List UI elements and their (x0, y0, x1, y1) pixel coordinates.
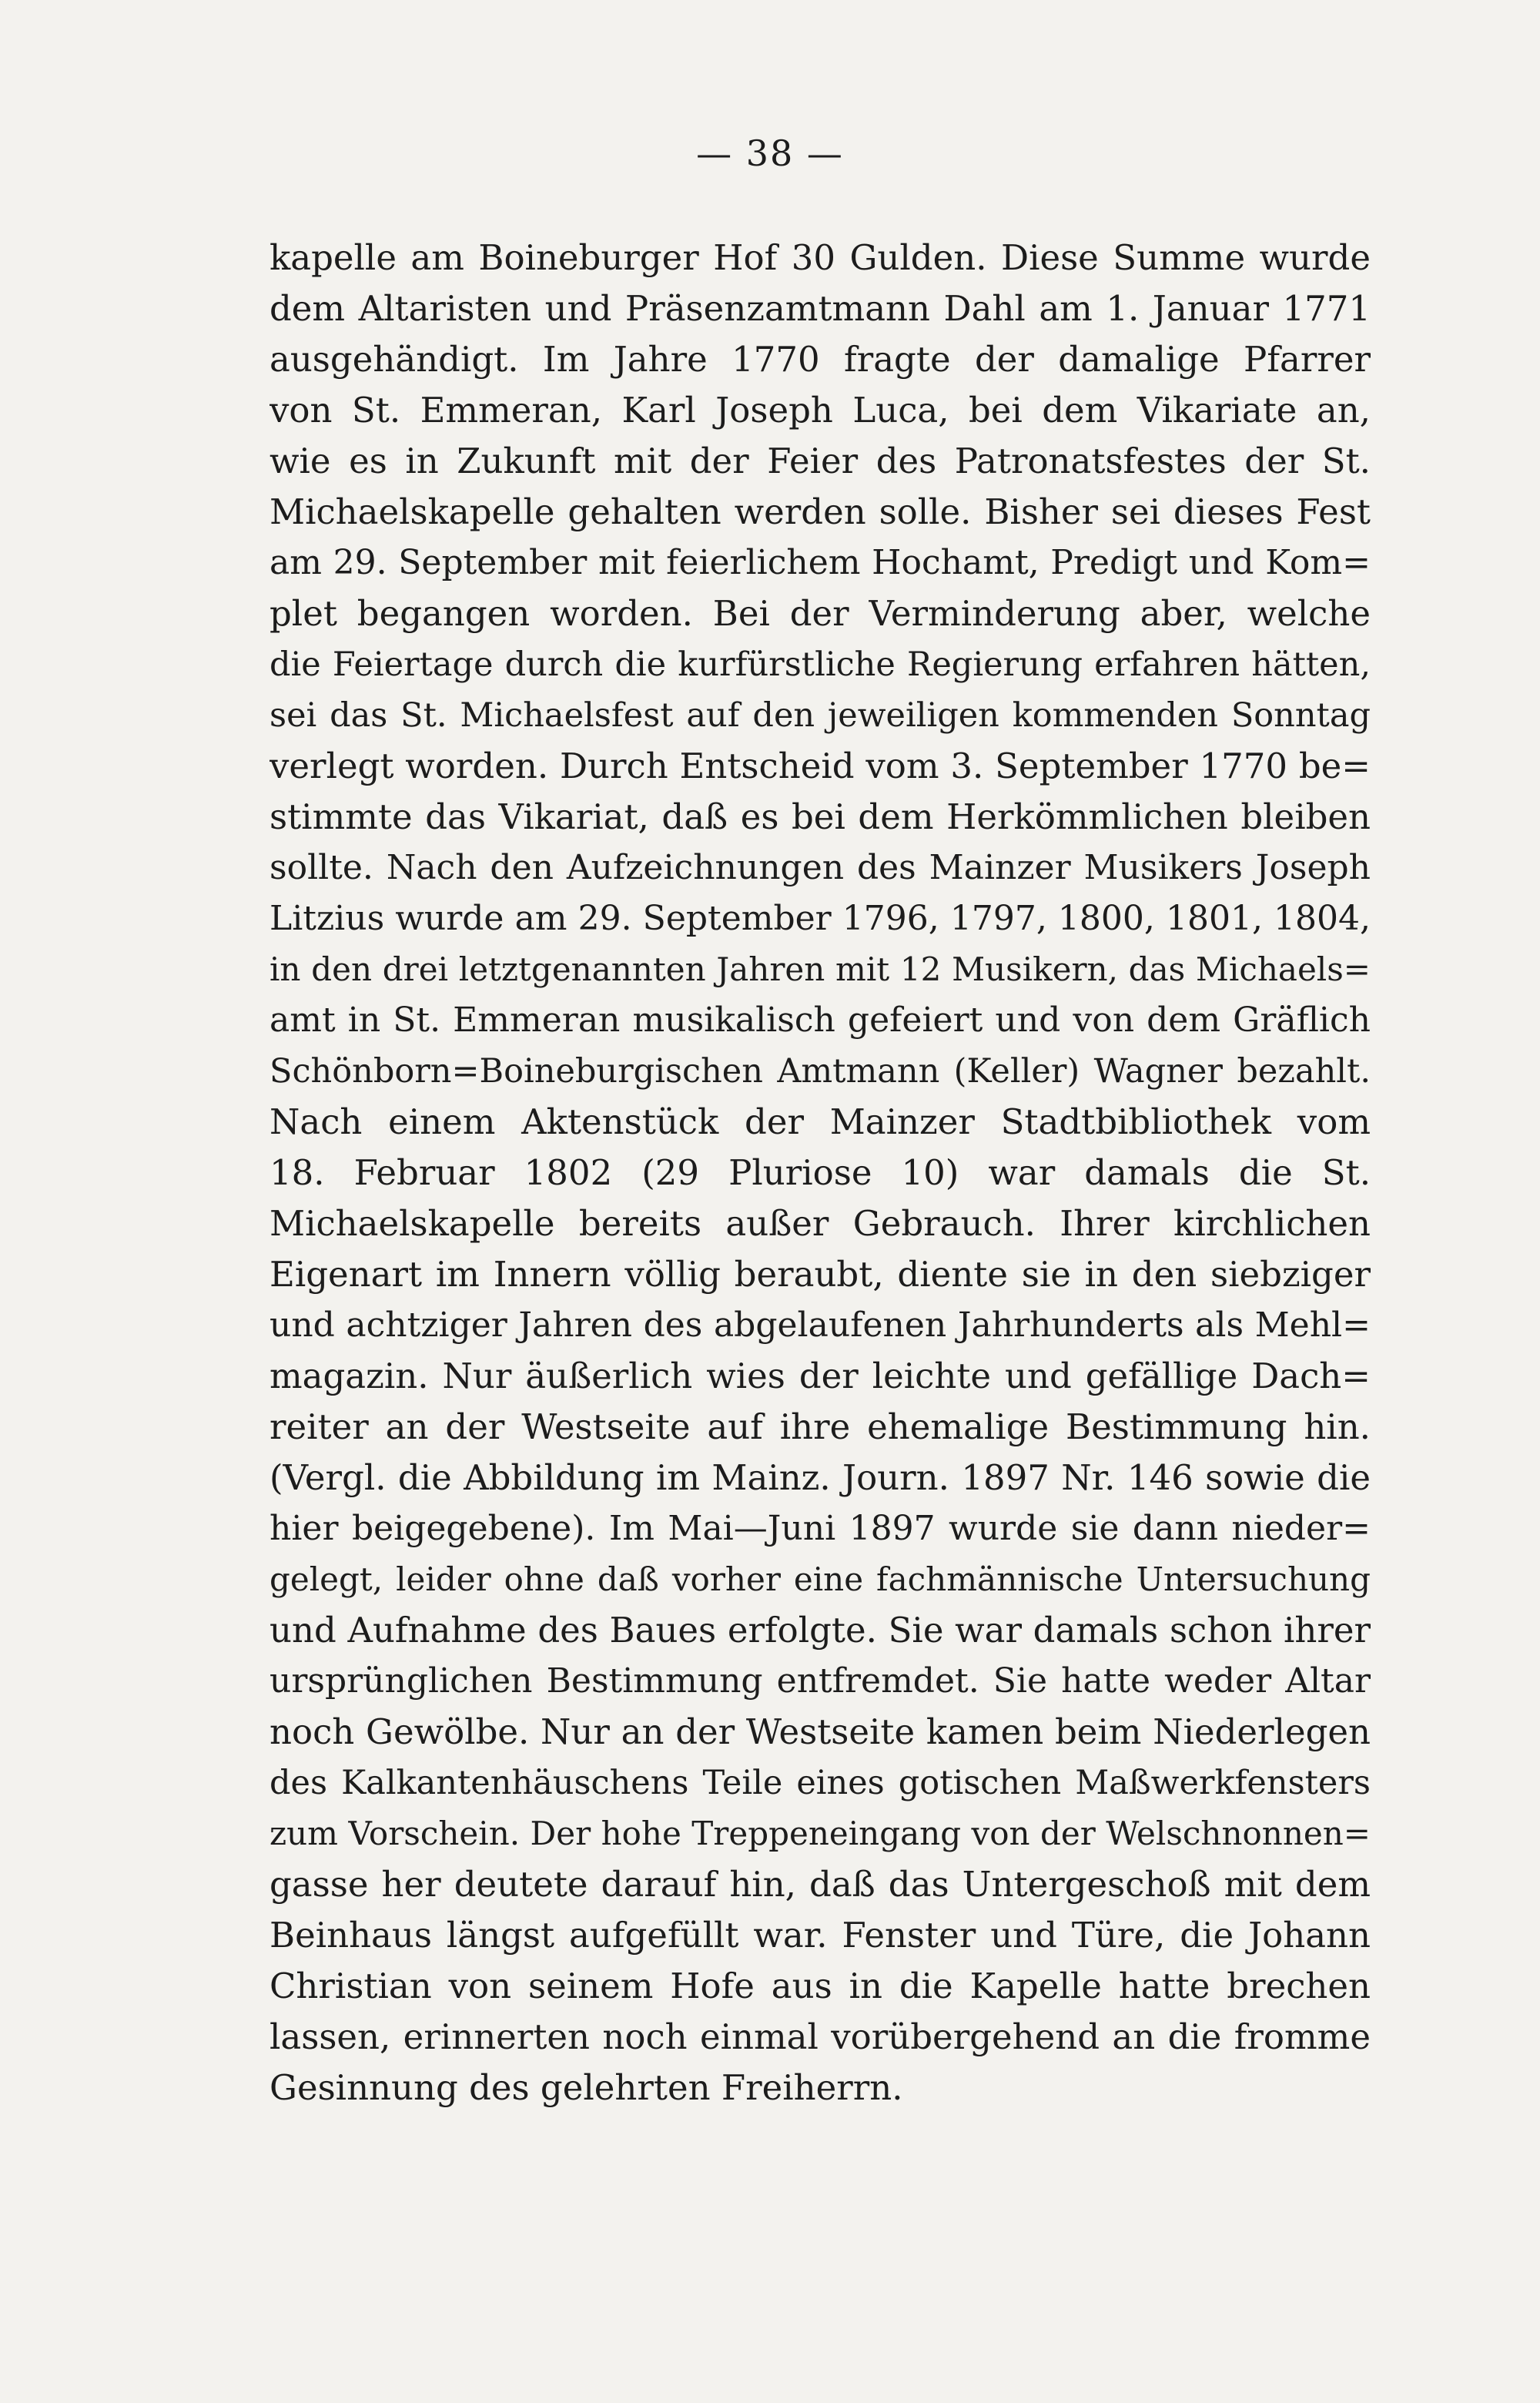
text-line: lassen, erinnerten noch einmal vorübergehend an die fromme (270, 2016, 1371, 2057)
text-line: amt in St. Emmeran musikalisch gefeiert und von dem Gräflich (270, 1000, 1371, 1040)
text-line: gasse her deutete darauf hin, daß das Untergeschoß mit dem (270, 1864, 1371, 1905)
text-line: (Vergl. die Abbildung im Mainz. Journ. 1897 Nr. 146 sowie die (270, 1457, 1371, 1498)
text-line: Michaelskapelle bereits außer Gebrauch. Ihrer kirchlichen (270, 1203, 1371, 1244)
text-line: Eigenart im Innern völlig beraubt, diente sie in den siebziger (270, 1254, 1371, 1295)
text-line: plet begangen worden. Bei der Verminderung aber, welche (270, 593, 1371, 634)
text-line: Christian von seinem Hofe aus in die Kapelle hatte brechen (270, 1966, 1371, 2006)
text-line: des Kalkantenhäuschens Teile eines gotischen Maßwerkfensters (270, 1764, 1371, 1802)
body-text (270, 233, 1371, 2113)
text-line: reiter an der Westseite auf ihre ehemalige Bestimmung hin. (270, 1406, 1371, 1447)
text-line: sei das St. Michaelsfest auf den jeweiligen kommenden Sonntag (270, 696, 1371, 735)
text-line: und achtziger Jahren des abgelaufenen Jahrhunderts als Mehl= (270, 1305, 1371, 1345)
text-line: sollte. Nach den Aufzeichnungen des Mainzer Musikers Joseph (270, 848, 1371, 887)
text-line: Michaelskapelle gehalten werden solle. Bisher sei dieses Fest (270, 491, 1371, 532)
text-line: noch Gewölbe. Nur an der Westseite kamen beim Niederlegen (270, 1711, 1371, 1752)
text-line: gelegt, leider ohne daß vorher eine fachmännische Untersuchung (270, 1560, 1371, 1598)
text-line: in den drei letztgenannten Jahren mit 12 Musikern, das Michaels= (270, 950, 1371, 988)
text-line: von St. Emmeran, Karl Joseph Luca, bei dem Vikariate an, (270, 390, 1371, 431)
page-number: — 38 — (696, 132, 844, 174)
text-line: am 29. September mit feierlichem Hochamt, Predigt und Kom= (270, 543, 1371, 582)
text-line: dem Altaristen und Präsenzamtmann Dahl am 1. Januar 1771 (270, 288, 1371, 329)
text-line: Beinhaus längst aufgefüllt war. Fenster und Türe, die Johann (270, 1915, 1371, 1956)
text-line: stimmte das Vikariat, daß es bei dem Herkömmlichen bleiben (270, 796, 1371, 837)
text-line: Litzius wurde am 29. September 1796, 1797, 1800, 1801, 1804, (270, 899, 1371, 938)
text-line: und Aufnahme des Baues erfolgte. Sie war damals schon ihrer (270, 1610, 1371, 1651)
text-line: Schönborn=Boineburgischen Amtmann (Keller) Wagner bezahlt. (270, 1052, 1371, 1091)
text-line: Gesinnung des gelehrten Freiherrn. (270, 2067, 903, 2108)
text-line: kapelle am Boineburger Hof 30 Gulden. Diese Summe wurde (270, 237, 1371, 278)
text-line: hier beigegebene). Im Mai—Juni 1897 wurde sie dann nieder= (270, 1509, 1371, 1548)
text-line: zum Vorschein. Der hohe Treppeneingang von der Welschnonnen= (270, 1815, 1371, 1852)
text-line: 18. Februar 1802 (29 Pluriose 10) war damals die St. (270, 1152, 1371, 1193)
text-line: Nach einem Aktenstück der Mainzer Stadtbibliothek vom (270, 1101, 1371, 1142)
text-line: wie es in Zukunft mit der Feier des Patronatsfestes der St. (270, 441, 1371, 481)
text-line: die Feiertage durch die kurfürstliche Regierung erfahren hätten, (270, 645, 1371, 684)
text-line: verlegt worden. Durch Entscheid vom 3. September 1770 be= (270, 746, 1371, 786)
text-line: ausgehändigt. Im Jahre 1770 fragte der damalige Pfarrer (270, 339, 1371, 380)
text-line: ursprünglichen Bestimmung entfremdet. Sie hatte weder Altar (270, 1661, 1371, 1701)
text-line: magazin. Nur äußerlich wies der leichte und gefällige Dach= (270, 1356, 1371, 1396)
